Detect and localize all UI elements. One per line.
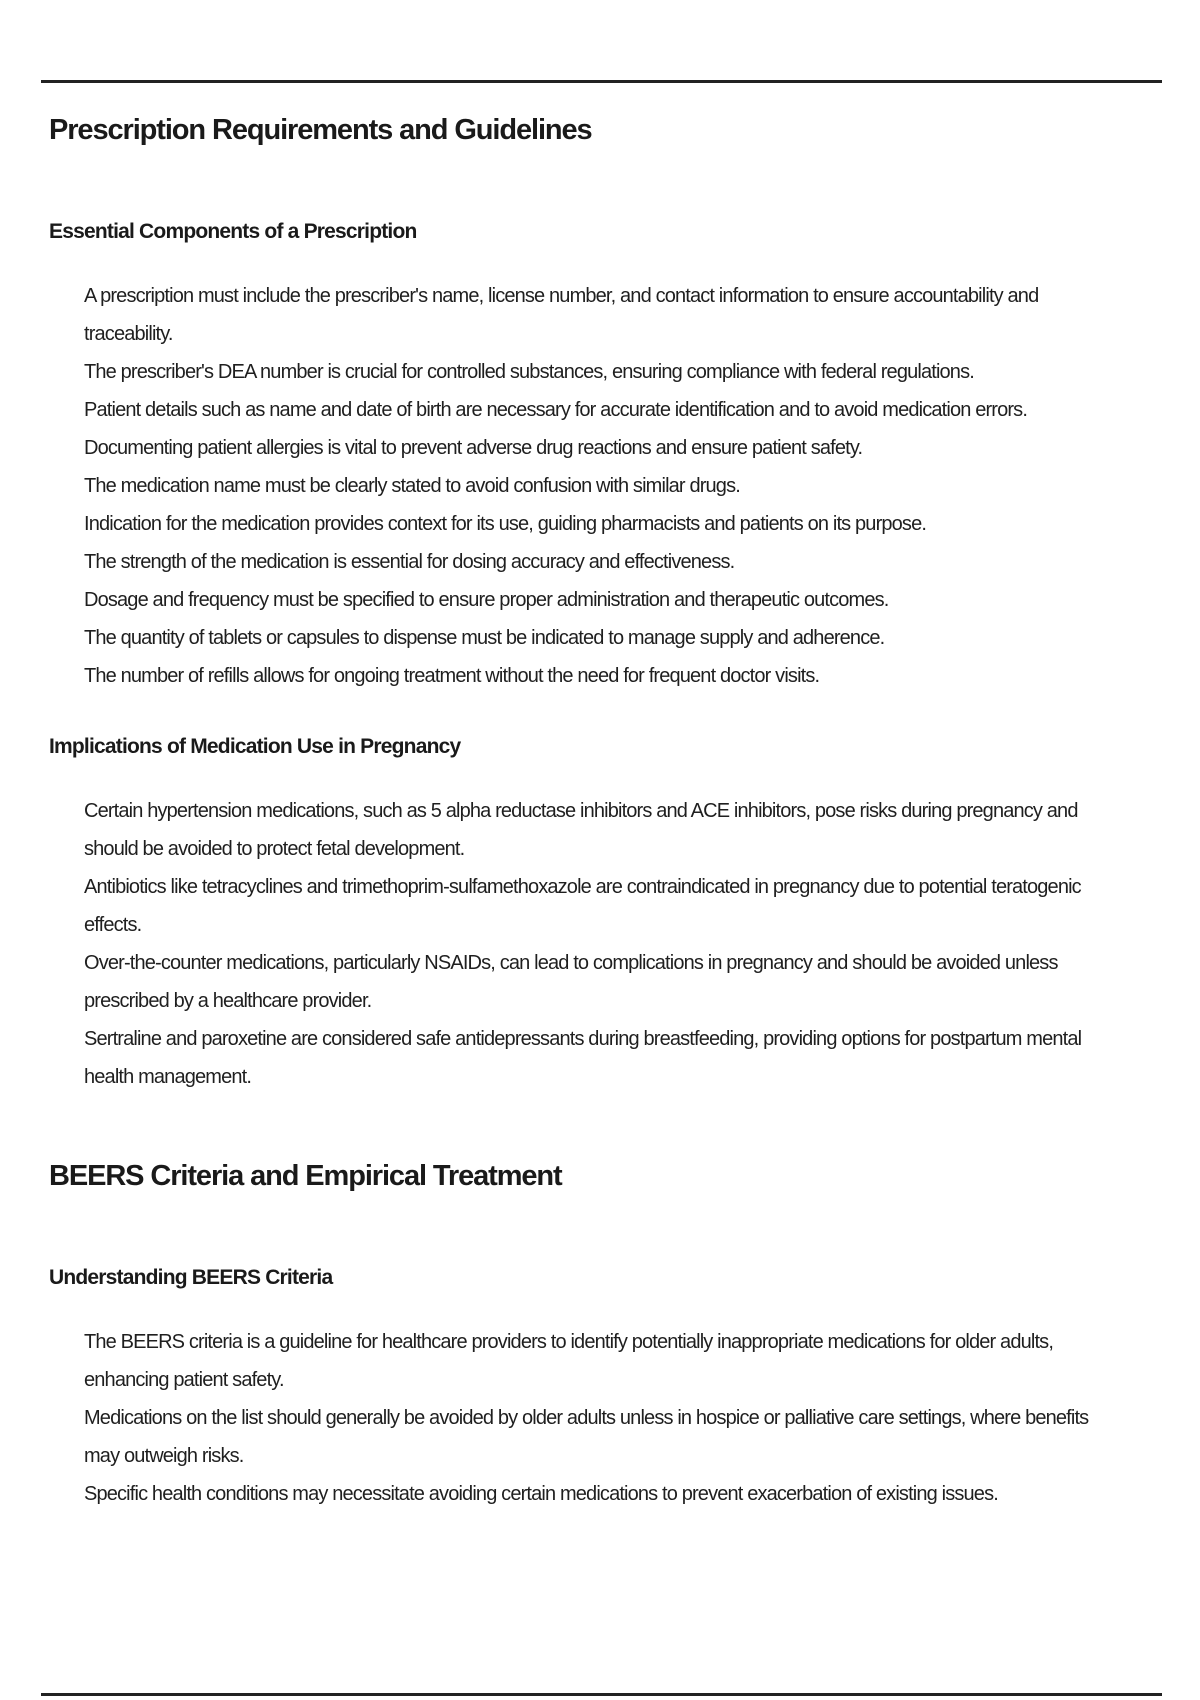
bottom-divider: [41, 1693, 1162, 1696]
list-item: The number of refills allows for ongoing treatment without the need for frequent doctor visits.: [84, 665, 820, 687]
list-item: Over-the-counter medications, particularly NSAIDs, can lead to complications in pregnancy and should be avoided unless prescribed by a healthcare provider.: [84, 952, 1058, 1012]
subsection-heading: Implications of Medication Use in Pregnancy: [49, 735, 461, 758]
section-beers-criteria: [49, 1154, 1109, 1513]
list-item: The quantity of tablets or capsules to dispense must be indicated to manage supply and adherence.: [84, 627, 885, 649]
bullet-list: [49, 277, 1109, 695]
list-item: Documenting patient allergies is vital to prevent adverse drug reactions and ensure patient safety.: [84, 437, 863, 459]
subsection-pregnancy-implications: [49, 732, 1109, 1096]
section-heading: BEERS Criteria and Empirical Treatment: [49, 1160, 562, 1192]
bullet-list: [49, 792, 1109, 1096]
document-body: [49, 108, 1109, 1513]
section-heading: Prescription Requirements and Guidelines: [49, 114, 592, 146]
list-item: Certain hypertension medications, such as 5 alpha reductase inhibitors and ACE inhibitors, pose risks during pregnancy and should be avoided to protect fetal development.: [84, 800, 1078, 860]
list-item: Specific health conditions may necessitate avoiding certain medications to prevent exacerbation of existing issues.: [84, 1483, 998, 1505]
list-item: Medications on the list should generally be avoided by older adults unless in hospice or palliative care settings, where benefits may outweigh risks.: [84, 1407, 1089, 1467]
list-item: Dosage and frequency must be specified to ensure proper administration and therapeutic outcomes.: [84, 589, 889, 611]
list-item: Patient details such as name and date of birth are necessary for accurate identification and to avoid medication errors.: [84, 399, 1028, 421]
list-item: Sertraline and paroxetine are considered safe antidepressants during breastfeeding, providing options for postpartum mental health management.: [84, 1028, 1082, 1088]
list-item: Antibiotics like tetracyclines and trimethoprim-sulfamethoxazole are contraindicated in pregnancy due to potential teratogenic effects.: [84, 876, 1081, 936]
list-item: The BEERS criteria is a guideline for healthcare providers to identify potentially inappropriate medications for older adults, enhancing patient safety.: [84, 1331, 1054, 1391]
subsection-heading: Understanding BEERS Criteria: [49, 1266, 333, 1289]
subsection-understanding-beers: [49, 1263, 1109, 1513]
list-item: A prescription must include the prescriber's name, license number, and contact information to ensure accountability and traceability.: [84, 285, 1039, 345]
list-item: Indication for the medication provides context for its use, guiding pharmacists and patients on its purpose.: [84, 513, 927, 535]
subsection-heading: Essential Components of a Prescription: [49, 220, 417, 243]
list-item: The prescriber's DEA number is crucial for controlled substances, ensuring compliance with federal regulations.: [84, 361, 974, 383]
bullet-list: [49, 1323, 1109, 1513]
subsection-essential-components: [49, 217, 1109, 695]
list-item: The medication name must be clearly stated to avoid confusion with similar drugs.: [84, 475, 740, 497]
top-divider: [41, 80, 1162, 83]
section-prescription-requirements: [49, 108, 1109, 1096]
list-item: The strength of the medication is essential for dosing accuracy and effectiveness.: [84, 551, 735, 573]
